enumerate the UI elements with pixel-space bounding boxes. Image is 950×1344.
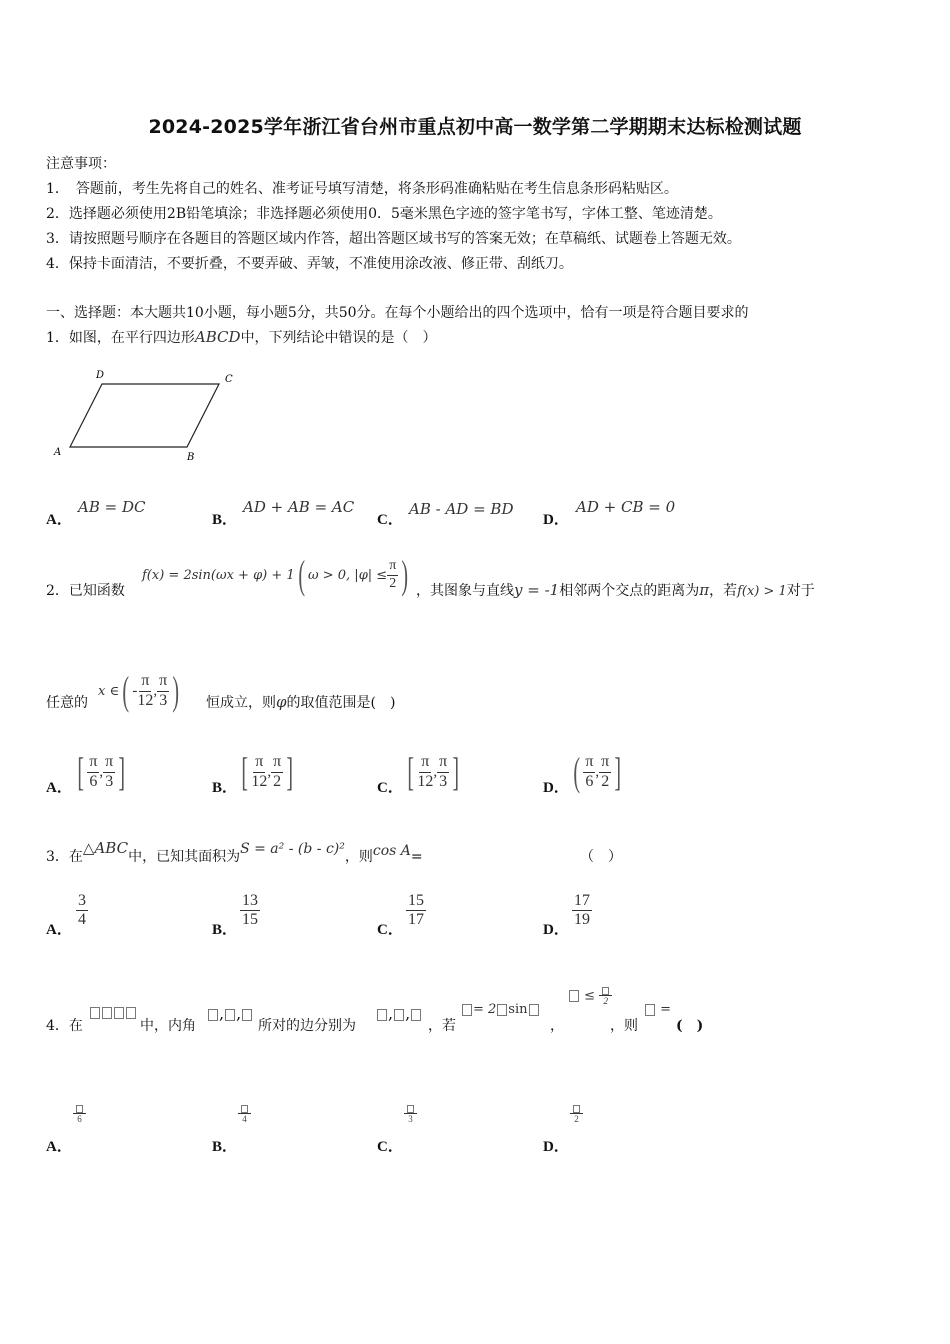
minus-sign: - (132, 682, 138, 699)
option-fraction (404, 1103, 417, 1125)
question-text: ，其图象与直线 (416, 583, 514, 599)
denominator: 2 (389, 575, 397, 591)
notice-item-3: 3．请按照题号顺序在各题目的答题区域内作答，超出答题区域书写的答案无效；在草稿纸、试题卷上答题无效。 (46, 231, 741, 247)
question-number: 3． (46, 849, 69, 865)
parallelogram-figure (50, 362, 240, 467)
question-2-line-1b (416, 580, 815, 600)
question-number: 2． (46, 583, 69, 599)
question-3 (46, 839, 423, 866)
option-label: A． (46, 780, 72, 796)
interval-expression: x ∈ ( - $\frac{\pi}{12}$ , $\frac{\pi}{3}$ ) (98, 668, 180, 713)
bracket-right: ] (118, 749, 126, 794)
fraction (251, 753, 267, 791)
numerator: π (387, 558, 398, 575)
option-label: B． (212, 780, 238, 796)
fraction (406, 892, 426, 930)
vertex-label-b: B (187, 452, 195, 463)
denominator: 2 (601, 772, 610, 790)
fraction (583, 753, 595, 791)
option-fraction (572, 892, 592, 930)
denominator: 12 (137, 691, 154, 709)
option-fraction (238, 1103, 251, 1125)
fraction (87, 753, 99, 791)
notice-heading: 注意事项： (46, 156, 116, 172)
option-fraction (73, 1103, 86, 1125)
numerator: π (583, 753, 595, 772)
math-expr: S = a² - (b - c)² (240, 841, 345, 857)
question-text: 恒成立，则 (206, 695, 276, 711)
notice-item-1: 1． 答题前，考生先将自己的姓名、准考证号填写清楚，将条形码准确粘贴在考生信息条形码粘贴区。 (46, 181, 678, 197)
question-text: 已知函数 (68, 583, 125, 599)
question-text: 相邻两个交点的距离为 (559, 583, 700, 599)
option-label: A． (46, 512, 72, 528)
numerator: π (103, 753, 115, 772)
denominator: 3 (159, 691, 168, 709)
fraction (599, 753, 611, 791)
math-expr: φ (276, 693, 287, 711)
math-expr: π (699, 581, 710, 599)
option-label: C． (377, 1139, 403, 1155)
question-text: 中，内角 (140, 1018, 196, 1034)
denominator: 12 (417, 772, 434, 790)
question-2-line-2b (206, 692, 395, 712)
numerator: π (419, 753, 431, 772)
question-text: 所对的边分别为 (258, 1018, 356, 1034)
question-text: ，若 (709, 583, 738, 599)
question-text: ，则 (344, 849, 373, 865)
vertex-label-d: D (96, 370, 105, 381)
fraction (404, 1103, 417, 1125)
bracket-right: ] (452, 749, 460, 794)
denominator: 6 (89, 772, 98, 790)
condition-expr (461, 1002, 540, 1017)
fraction (387, 558, 398, 591)
question-2-line-1 (46, 580, 125, 600)
target-expr (644, 1002, 671, 1017)
option-label: A． (46, 1139, 72, 1155)
numerator: 3 (76, 892, 88, 911)
question-4-number (46, 1015, 83, 1035)
option-label: D． (543, 512, 569, 528)
option-interval: [ $\frac{\pi}{6}$ , $\frac{\pi}{3}$ ] (77, 749, 126, 794)
math-expr: cos A (372, 843, 411, 859)
option-expr: AD + AB = AC (243, 498, 355, 516)
option-label: B． (212, 1139, 238, 1155)
question-text: 在 (68, 1018, 83, 1034)
numerator: π (157, 672, 169, 691)
section-heading: 一、选择题：本大题共10小题，每小题5分，共50分。在每个小题给出的四个选项中，恰有一项是符合题目要求的 (46, 305, 749, 321)
fraction (240, 892, 260, 930)
bracket-right: ] (614, 749, 622, 794)
parallelogram-shape (70, 384, 219, 447)
option-label: D． (543, 1139, 569, 1155)
question-number: 1． (46, 330, 69, 346)
option-expr: AB = DC (78, 498, 146, 516)
option-fraction (240, 892, 260, 930)
function-expression (142, 553, 412, 597)
question-text: ，若 (428, 1018, 456, 1034)
question-number: 4． (46, 1018, 69, 1034)
page-title: 2024-2025学年浙江省台州市重点初中高一数学第二学期期末达标检测试题 (148, 116, 802, 138)
option-interval: [ $\frac{\pi}{12}$ , $\frac{\pi}{2}$ ] (241, 749, 294, 794)
fraction (570, 1103, 583, 1125)
math-expr: f(x) = 2sin(ωx + φ) + 1 (142, 567, 295, 583)
fraction (157, 672, 169, 710)
option-expr: AB - AD = BD (409, 500, 514, 518)
numerator: π (437, 753, 449, 772)
answer-paren: （ ） (580, 849, 622, 865)
fraction (271, 753, 283, 791)
denominator: 4 (78, 911, 86, 929)
numerator: π (599, 753, 611, 772)
numerator: π (139, 672, 151, 691)
answer-paren: ( ) (676, 1018, 704, 1034)
option-expr: AD + CB = 0 (576, 498, 676, 516)
fraction (73, 1103, 86, 1125)
denominator: 12 (251, 772, 268, 790)
math-expr: y = -1 (514, 581, 560, 599)
fraction (238, 1103, 251, 1125)
question-text: 中，已知其面积为 (128, 849, 241, 865)
fraction (437, 753, 449, 791)
missing-glyph-group: , , (207, 1004, 253, 1023)
math-expr: = 2 (473, 1002, 497, 1017)
option-fraction (76, 892, 88, 930)
fraction (417, 753, 433, 791)
math-expr: f(x) > 1 (737, 584, 787, 599)
fraction (572, 892, 592, 930)
denominator: 17 (408, 911, 424, 929)
option-interval: [ $\frac{\pi}{12}$ , $\frac{\pi}{3}$ ] (407, 749, 460, 794)
option-label: C． (377, 512, 403, 528)
vertex-label-c: C (225, 374, 233, 385)
numerator: 15 (406, 892, 426, 911)
math-expr: ABCD (194, 328, 241, 346)
bracket-left: [ (241, 749, 248, 794)
fraction (137, 672, 153, 710)
missing-glyph-group (89, 1002, 137, 1021)
math-expr: x ∈ (98, 683, 120, 699)
denominator: 2 (574, 1114, 579, 1125)
option-interval: ( $\frac{\pi}{6}$ , $\frac{\pi}{2}$ ] (573, 749, 622, 794)
math-expr: ω > 0, |φ| ≤ (308, 567, 388, 583)
numerator: 17 (572, 892, 592, 911)
denominator: 6 (585, 772, 594, 790)
denominator: 15 (242, 911, 258, 929)
question-text: 在 (68, 849, 83, 865)
question-text: ，则 (610, 1018, 638, 1034)
math-expr: △ABC (82, 839, 129, 857)
math-expr: = (660, 1002, 672, 1017)
option-fraction (406, 892, 426, 930)
condition-expr-2 (568, 985, 612, 1007)
math-expr: sin (508, 1002, 528, 1017)
denominator: 4 (242, 1114, 247, 1125)
question-1 (46, 327, 437, 347)
denominator: 6 (77, 1114, 82, 1125)
option-label: C． (377, 922, 403, 938)
question-text: 中，下列结论中错误的是（ ） (240, 330, 437, 346)
equals-sign: = (410, 849, 423, 865)
bracket-left: [ (77, 749, 84, 794)
fraction (76, 892, 88, 930)
question-text: 的取值范围是( ) (286, 695, 396, 711)
option-label: B． (212, 922, 238, 938)
denominator: 3 (408, 1114, 413, 1125)
option-fraction (570, 1103, 583, 1125)
denominator: 3 (105, 772, 114, 790)
paren-right: ) (401, 552, 409, 597)
bracket-left: ( (573, 749, 580, 794)
math-expr: ≤ (584, 988, 596, 1004)
option-label: D． (543, 922, 569, 938)
numerator: 13 (240, 892, 260, 911)
bracket-left: [ (407, 749, 414, 794)
vertex-label-a: A (54, 447, 62, 458)
notice-item-4: 4．保持卡面清洁，不要折叠，不要弄破、弄皱，不准使用涂改液、修正带、刮纸刀。 (46, 256, 573, 272)
denominator: 19 (574, 911, 590, 929)
paren-right: ) (172, 668, 180, 713)
fraction (599, 985, 612, 1007)
option-label: D． (543, 780, 569, 796)
fraction (103, 753, 115, 791)
option-label: B． (212, 512, 238, 528)
denominator: 3 (439, 772, 448, 790)
numerator: π (271, 753, 283, 772)
question-text: 如图，在平行四边形 (68, 330, 195, 346)
bracket-right: ] (286, 749, 294, 794)
numerator: π (253, 753, 265, 772)
comma: ， (550, 1018, 564, 1034)
question-2-line-2: 任意的 (46, 695, 88, 711)
missing-glyph-group: , , (376, 1004, 422, 1023)
notice-item-2: 2．选择题必须使用2B铅笔填涂；非选择题必须使用0．5毫米黑色字迹的签字笔书写，字体工整、笔迹清楚。 (46, 206, 722, 222)
denominator: 2 (273, 772, 282, 790)
paren-left: ( (122, 668, 130, 713)
option-label: C． (377, 780, 403, 796)
question-text: 对于 (786, 583, 815, 599)
denominator: 2 (603, 996, 608, 1007)
option-label: A． (46, 922, 72, 938)
paren-left: ( (298, 552, 305, 597)
numerator: π (87, 753, 99, 772)
